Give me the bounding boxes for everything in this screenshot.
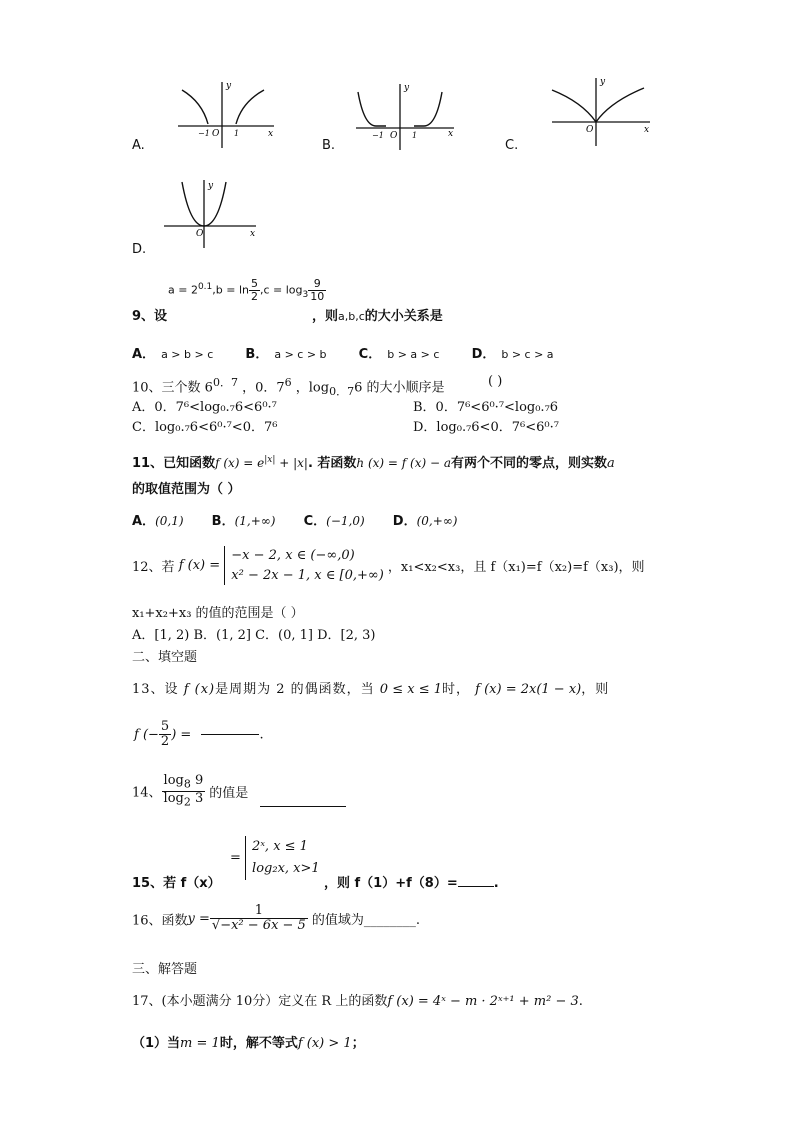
q11-options: A．(0,1) B．(1,+∞) C．(−1,0) D．(0,+∞) — [132, 514, 458, 529]
tick-neg1: −1 — [198, 129, 210, 138]
q9-tail: ，则a,b,c的大小关系是 — [312, 309, 443, 324]
option-c-label[interactable]: C. — [505, 138, 519, 153]
x-axis-label: x — [644, 125, 650, 135]
tick-1: 1 — [234, 129, 240, 138]
q11-opt-d[interactable]: D． — [392, 514, 417, 529]
origin-label: O — [586, 125, 594, 135]
q13-expression: f (− $\frac{5}{2}$ ) = . — [134, 719, 264, 750]
graph-c — [548, 76, 658, 148]
q9-options: A． a > b > c B． a > c > b C． b > a > c D． b > c > a — [132, 347, 554, 362]
q12-piecewise: −x − 2, x ∈ (−∞,0) x² − 2x − 1, x ∈ [0,+∞) — [224, 546, 383, 585]
origin-label: O — [390, 131, 398, 141]
y-axis-label: y — [208, 181, 214, 191]
q15-piecewise: = 2ˣ, x ≤ 1 log₂x, x>1 — [230, 836, 320, 880]
q16-stem: 16、函数y = $\frac{1}{\text{√−x² − 6x − 5}}$ 的值域为________. — [132, 903, 420, 934]
option-a-label[interactable]: A. — [132, 138, 145, 153]
q13-answer-blank[interactable] — [201, 734, 259, 735]
tick-1: 1 — [412, 131, 418, 140]
q14-stem: 14、 $\frac{\log_8 9}{\log_2 3}$ 的值是 — [132, 773, 249, 809]
q11-opt-c[interactable]: C． — [303, 514, 327, 529]
q14-answer-blank[interactable] — [260, 806, 346, 807]
x-axis-label: x — [448, 129, 454, 139]
q14-fraction: $\frac{\log_8 9}{\log_2 3}$ — [163, 773, 204, 809]
graph-a — [170, 78, 280, 150]
q11-stem: 11、已知函数f $(x) = e^{|x|} + |x|$. 若函数h (x) = f (x) − a有两个不同的零点，则实数a — [132, 455, 615, 471]
q15-tail: ，则 f（1）+f（8）= . — [324, 876, 499, 891]
q9-c-sub: 3 — [302, 289, 309, 300]
x-axis-label: x — [268, 129, 274, 139]
option-d-label[interactable]: D. — [132, 242, 147, 257]
q10-stem: 10、三个数 $6^{0.7}$ ，0．$7^6$ ，$\log_{0.7}6$ 的大小顺序是 — [132, 376, 445, 398]
q9-opt-a[interactable]: A． — [132, 347, 156, 362]
x-axis-label: x — [250, 229, 256, 239]
q15-label: 15、若 f（x） — [132, 876, 221, 891]
q17-part1: （1）当m = 1时，解不等式f (x) > 1； — [132, 1036, 365, 1051]
q9-stem — [132, 305, 167, 324]
q9-opt-c[interactable]: C． — [358, 347, 382, 362]
section-answer-title: 三、解答题 — [132, 962, 198, 977]
graph-b — [350, 80, 460, 152]
q11-line2: 的取值范围为（ ） — [132, 482, 241, 497]
q10-opt-b[interactable]: B．0．7⁶<6⁰·⁷<log₀.₇6 — [413, 400, 559, 415]
y-axis-label: y — [404, 83, 410, 93]
q12-options[interactable]: A．[1, 2) B．(1, 2] C．(0, 1] D．[2, 3) — [132, 628, 376, 643]
q12-stem: 12、若 f (x) = −x − 2, x ∈ (−∞,0) x² − 2x − 1, x ∈ [0,+∞) ，x₁<x₂<x₃，且 f（x₁)=f（x₂)=f（x₃)，则 — [132, 546, 645, 585]
q9-c-expr: ,c = log — [260, 283, 303, 297]
q15-answer-blank[interactable] — [458, 886, 494, 887]
q9-number: 9、设 — [132, 309, 168, 324]
tick-neg1: −1 — [372, 131, 384, 140]
origin-label: O — [196, 229, 204, 239]
q9-c-frac: $\frac{9}{10}$ — [310, 277, 325, 304]
q9-a-exp: 0.1 — [197, 281, 213, 292]
q10-opt-d[interactable]: D．log₀.₇6<0．7⁶<6⁰·⁷ — [413, 420, 559, 435]
q17-stem: 17、(本小题满分 10分）定义在 R 上的函数f (x) = 4ˣ − m · 2ˣ⁺¹ + m² − 3. — [132, 994, 583, 1009]
origin-label: O — [212, 129, 220, 139]
q11-opt-b[interactable]: B． — [211, 514, 235, 529]
q12-line2: x₁+x₂+x₃ 的值的范围是（ ） — [132, 606, 304, 621]
q10-answer-paren: ( ) — [488, 374, 503, 389]
option-b-label[interactable]: B. — [322, 138, 336, 153]
q9-opt-d[interactable]: D． — [471, 347, 496, 362]
q10-opt-c[interactable]: C．log₀.₇6<6⁰·⁷<0．7⁶ — [132, 420, 278, 435]
q9-b-expr: ,b = ln — [212, 283, 249, 297]
y-axis-label: y — [600, 77, 606, 87]
q9-opt-b[interactable]: B． — [245, 347, 269, 362]
q10-opt-a[interactable]: A．0．7⁶<log₀.₇6<6⁰·⁷ — [132, 400, 277, 415]
graph-d — [160, 176, 260, 248]
q13-stem: 13、设 f (x)是周期为 2 的偶函数，当 0 ≤ x ≤ 1时， f (x) = 2x(1 − x)，则 — [132, 682, 610, 697]
q9-values — [168, 278, 326, 303]
q11-opt-a[interactable]: A． — [132, 514, 156, 529]
y-axis-label: y — [226, 81, 232, 91]
q9-b-frac: $\frac{5}{2}$ — [251, 277, 258, 304]
section-fill-blank-title: 二、填空题 — [132, 650, 198, 665]
q9-a-expr: a = 2 — [168, 283, 198, 297]
